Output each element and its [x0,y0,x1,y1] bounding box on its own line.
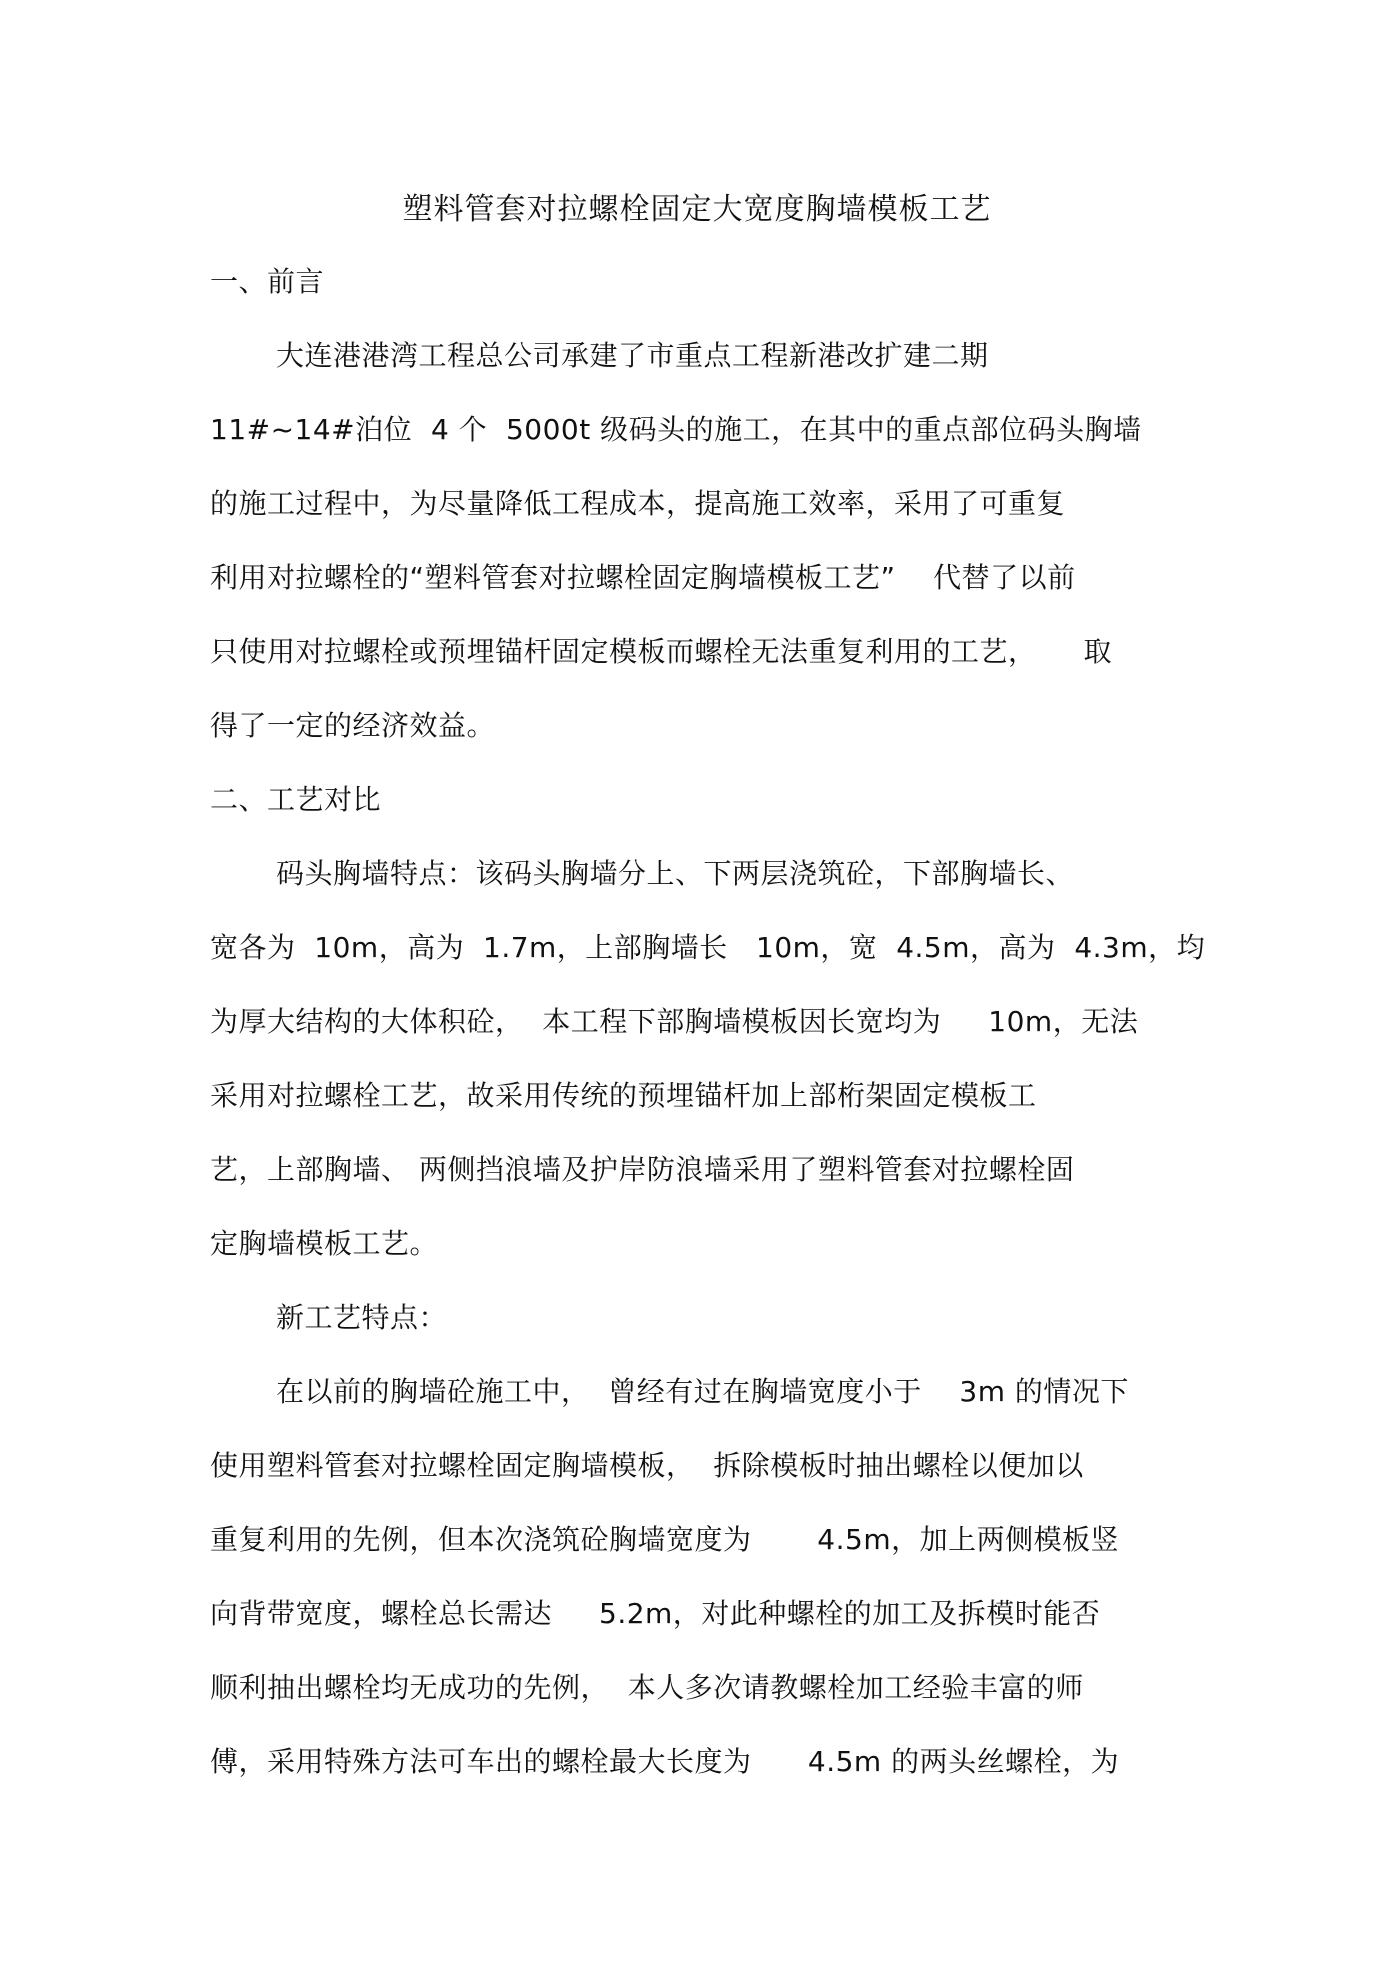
paragraph-line: 傅，采用特殊方法可车出的螺栓最大长度为 4.5m 的两头丝螺栓，为 [210,1745,1120,1778]
paragraph-line: 采用对拉螺栓工艺，故采用传统的预埋锚杆加上部桁架固定模板工 [210,1079,1037,1112]
subsection-heading: 新工艺特点： [276,1301,448,1334]
paragraph-line: 重复利用的先例，但本次浇筑砼胸墙宽度为 4.5m，加上两侧模板竖 [210,1523,1120,1556]
paragraph-line: 在以前的胸墙砼施工中， 曾经有过在胸墙宽度小于 3m 的情况下 [276,1375,1129,1408]
paragraph-line: 定胸墙模板工艺。 [210,1227,439,1260]
paragraph-line: 11#~14#泊位 4 个 5000t 级码头的施工，在其中的重点部位码头胸墙 [210,413,1142,446]
paragraph-line: 向背带宽度，螺栓总长需达 5.2m，对此种螺栓的加工及拆模时能否 [210,1597,1101,1630]
paragraph-line: 艺，上部胸墙、 两侧挡浪墙及护岸防浪墙采用了塑料管套对拉螺栓固 [210,1153,1075,1186]
section-heading: 一、前言 [210,265,325,298]
document-title: 塑料管套对拉螺栓固定大宽度胸墙模板工艺 [402,192,992,227]
paragraph-line: 顺利抽出螺栓均无成功的先例， 本人多次请教螺栓加工经验丰富的师 [210,1671,1084,1704]
section-heading: 二、工艺对比 [210,783,382,816]
paragraph-line: 为厚大结构的大体积砼， 本工程下部胸墙模板因长宽均为 10m，无法 [210,1005,1139,1038]
paragraph-line: 大连港港湾工程总公司承建了市重点工程新港改扩建二期 [276,339,989,372]
paragraph-line: 只使用对拉螺栓或预埋锚杆固定模板而螺栓无法重复利用的工艺， 取 [210,635,1113,668]
paragraph-line: 使用塑料管套对拉螺栓固定胸墙模板， 拆除模板时抽出螺栓以便加以 [210,1449,1084,1482]
paragraph-line: 的施工过程中，为尽量降低工程成本，提高施工效率，采用了可重复 [210,487,1066,520]
paragraph-line: 利用对拉螺栓的“塑料管套对拉螺栓固定胸墙模板工艺” 代替了以前 [210,561,1076,594]
paragraph-line: 码头胸墙特点：该码头胸墙分上、下两层浇筑砼，下部胸墙长、 [276,857,1075,890]
paragraph-line: 得了一定的经济效益。 [210,709,496,742]
paragraph-line: 宽各为 10m，高为 1.7m，上部胸墙长 10m，宽 4.5m，高为 4.3m，均 [210,931,1206,964]
